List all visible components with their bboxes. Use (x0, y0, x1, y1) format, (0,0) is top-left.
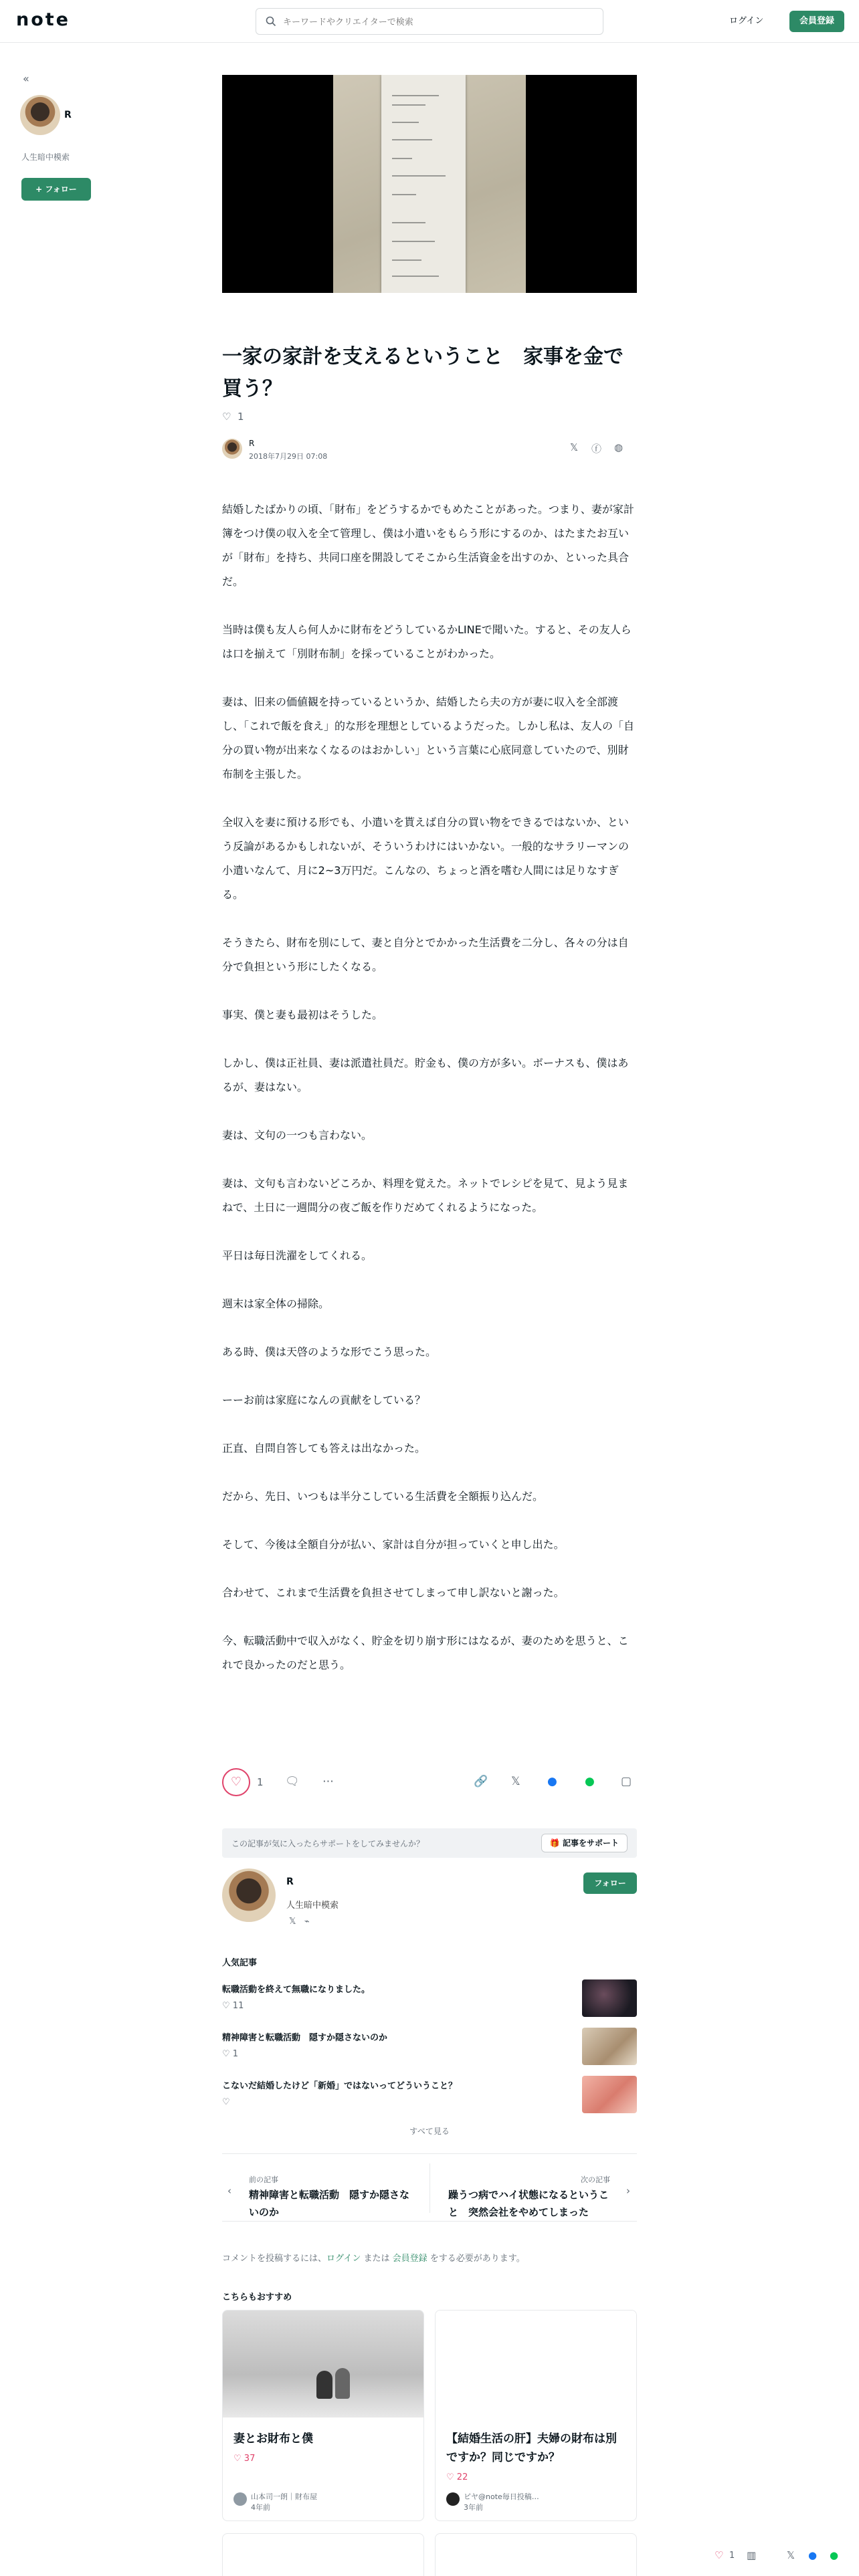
support-button[interactable]: 🎁 記事をサポート (541, 1834, 628, 1852)
paragraph: 事実、僕と妻も最初はそうした。 (222, 1008, 383, 1021)
rss-icon[interactable]: ⌁ (304, 1917, 310, 1927)
heart-icon: ♡ (222, 2097, 230, 2107)
search-icon (266, 16, 276, 27)
link-icon[interactable]: 🔗 (474, 1775, 488, 1788)
popular-thumbnail[interactable] (582, 2028, 637, 2065)
support-prompt (222, 1828, 637, 1858)
popular-item[interactable] (222, 2076, 637, 2117)
profile-links (289, 1917, 310, 1927)
next-article-link[interactable]: 躁うつ病でハイ状態になるということ 突然会社をやめてしまった (448, 2189, 609, 2218)
comment-login-link[interactable]: ログイン (326, 2254, 361, 2264)
like-button[interactable] (222, 1768, 250, 1796)
recommend-card[interactable] (222, 2310, 424, 2521)
paragraph: 合わせて、これまで生活費を負担させてしまって申し訳ないと謝った。 (222, 1586, 565, 1599)
x-share-icon[interactable]: 𝕏 (787, 2549, 795, 2561)
line-share-icon[interactable]: ● (830, 2549, 839, 2561)
login-link[interactable]: ログイン (729, 16, 764, 26)
receipt-photo (381, 75, 466, 293)
heart-icon: ♡ (233, 2454, 244, 2464)
line-share-icon[interactable]: ● (585, 1775, 595, 1788)
floating-action-bar (708, 2543, 859, 2569)
paragraph: しかし、僕は正社員、妻は派遣社員だ。貯金も、僕の方が多い。ボーナスも、僕はあるが、妻はない。 (222, 1057, 629, 1093)
card-image (223, 2311, 424, 2418)
card-author[interactable]: 山本司一朗｜財布屋 (251, 2492, 317, 2501)
prev-label: 前の記事 (249, 2175, 278, 2184)
chevron-right-icon[interactable]: › (626, 2185, 630, 2197)
paragraph: 全収入を妻に預ける形でも、小遣いを貰えば自分の買い物をできるではないか、という反論があるかもしれないが、そういうわけにはいかない。一般的なサラリーマンの小遣いなんて、月に2~3万円だ。こんなの、ちょっと酒を嗜む人間には足りなすぎる。 (222, 816, 630, 901)
x-share-icon[interactable]: 𝕏 (570, 441, 579, 453)
card-likes: ♡ 37 (233, 2454, 256, 2464)
article-action-bar (222, 1768, 637, 1798)
popular-item[interactable] (222, 2028, 637, 2069)
heart-icon[interactable]: ♡ (714, 2549, 724, 2561)
popular-title[interactable]: こないだ結婚したけど「新婚」ではないってどういうこと？ (222, 2081, 458, 2091)
search-box[interactable] (256, 8, 603, 35)
recommend-card[interactable] (435, 2533, 637, 2576)
more-icon[interactable]: ⋯ (322, 1775, 334, 1788)
heart-icon: ♡ (222, 2001, 233, 2011)
author-name[interactable]: R (249, 439, 255, 448)
paragraph: 妻は、文句の一つも言わない。 (222, 1129, 373, 1142)
sidebar-author-desc: 人生暗中模索 (21, 152, 70, 162)
popular-likes: ♡ 1 (222, 2049, 239, 2059)
see-all-link[interactable]: すべて見る (409, 2127, 450, 2136)
article-header-image (222, 75, 637, 293)
paragraph: 妻は、文句も言わないどころか、料理を覚えた。ネットでレシピを見て、見よう見まねで、土日に一週間分の夜ご飯を作りだめてくれるようになった。 (222, 1177, 629, 1214)
article-title: 一家の家計を支えるということ 家事を金で買う？ (222, 345, 624, 401)
support-icon: 🎁 (549, 1838, 563, 1848)
popular-thumbnail[interactable] (582, 2076, 637, 2113)
paragraph: 当時は僕も友人ら何人かに財布をどうしているかLINEで聞いた。すると、その友人らは口を揃えて「別財布制」を採っていることがわかった。 (222, 623, 632, 660)
paragraph: 週末は家全体の掃除。 (222, 1297, 330, 1310)
facebook-share-icon[interactable]: ⓕ (591, 443, 602, 455)
paragraph: 平日は毎日洗濯をしてくれる。 (222, 1249, 373, 1262)
comment-icon[interactable]: 🗨 (285, 1775, 300, 1788)
facebook-share-icon[interactable]: ● (547, 1775, 557, 1788)
article-body (222, 498, 637, 1677)
floating-like-count: 1 (729, 2551, 735, 2561)
note-logo[interactable]: note (16, 9, 70, 30)
profile-name[interactable]: R (286, 1876, 294, 1887)
card-likes: ♡ 22 (446, 2472, 468, 2482)
paragraph: 正直、自問自答しても答えは出なかった。 (222, 1442, 426, 1455)
paragraph: だから、先日、いつもは半分こしている生活費を全額振り込んだ。 (222, 1490, 544, 1503)
line-share-icon[interactable]: ◍ (614, 441, 624, 453)
collapse-sidebar-icon[interactable]: « (23, 72, 29, 85)
support-text: この記事が気に入ったらサポートをしてみませんか？ (231, 1839, 425, 1848)
popular-item[interactable] (222, 1979, 637, 2021)
paragraph: そうきたら、財布を別にして、妻と自分とでかかった生活費を二分し、各々の分は自分で負担という形にしたくなる。 (222, 936, 629, 973)
embed-icon[interactable]: ▢ (621, 1775, 632, 1788)
heart-icon: ♡ (446, 2472, 457, 2482)
heart-icon: ♡ (230, 1775, 242, 1789)
recommend-card[interactable] (435, 2310, 637, 2521)
popular-likes: ♡ 11 (222, 2001, 244, 2011)
card-author-avatar[interactable] (233, 2492, 247, 2506)
site-header (0, 0, 859, 43)
profile-desc: 人生暗中模索 (286, 1901, 339, 1911)
popular-heading: 人気記事 (222, 1958, 258, 1968)
facebook-share-icon[interactable]: ● (808, 2549, 818, 2561)
recommend-heading: こちらもおすすめ (222, 2292, 292, 2302)
card-author-avatar[interactable] (446, 2492, 460, 2506)
x-icon[interactable]: 𝕏 (289, 1917, 296, 1927)
like-count-top[interactable]: ♡ 1 (222, 411, 244, 423)
author-avatar[interactable] (20, 95, 60, 135)
sidebar-follow-button[interactable]: + フォロー (21, 178, 91, 201)
prev-article-link[interactable]: 精神障害と転職活動 隠すか隠さないのか (249, 2189, 410, 2218)
next-label: 次の記事 (581, 2175, 610, 2184)
recommend-card[interactable] (222, 2533, 424, 2576)
card-image (436, 2311, 637, 2418)
popular-likes (222, 2097, 230, 2107)
paragraph: 妻は、旧来の価値観を持っているというか、結婚したら夫の方が妻に収入を全部渡し、「これで飯を食え」的な形を理想としているようだった。しかし私は、友人の「自分の買い物が出来なくなるのはおかしい」という言葉に心底同意していたので、別財布制を主張した。 (222, 695, 635, 780)
card-date: 3年前 (464, 2503, 483, 2512)
card-date: 4年前 (251, 2503, 270, 2512)
sidebar-author-name[interactable]: R (64, 110, 72, 120)
popular-thumbnail[interactable] (582, 1979, 637, 2017)
popular-title[interactable]: 精神障害と転職活動 隠すか隠さないのか (222, 2033, 388, 2043)
chevron-left-icon[interactable]: ‹ (227, 2185, 231, 2197)
card-title[interactable]: 妻とお財布と僕 (233, 2432, 313, 2446)
paragraph: ーーお前は家庭になんの貢献をしている？ (222, 1394, 426, 1406)
x-share-icon[interactable]: 𝕏 (511, 1775, 520, 1788)
profile-follow-button[interactable]: フォロー (583, 1872, 637, 1894)
like-count: 1 (257, 1776, 264, 1788)
heart-icon: ♡ (222, 2049, 233, 2059)
profile-avatar[interactable] (222, 1868, 276, 1922)
publish-date: 2018年7月29日 07:08 (249, 452, 328, 461)
card-title[interactable]: 【結婚生活の肝】夫婦の財布は別ですか？同じですか？ (446, 2432, 617, 2464)
author-avatar-small[interactable] (222, 439, 242, 459)
paragraph: ある時、僕は天啓のような形でこう思った。 (222, 1346, 437, 1358)
magazine-icon[interactable]: ▥ (747, 2549, 757, 2561)
signup-button[interactable]: 会員登録 (789, 11, 844, 32)
card-author[interactable]: ピヤ@note毎日投稿… (464, 2492, 539, 2501)
search-input[interactable] (283, 14, 591, 30)
popular-title[interactable]: 転職活動を終えて無職になりました。 (222, 1985, 371, 1995)
article-nav (222, 2153, 637, 2222)
paragraph: 結婚したばかりの頃、「財布」をどうするかでもめたことがあった。つまり、妻が家計簿をつけ僕の収入を全て管理し、僕は小遣いをもらう形にするのか、はたまたお互いが「財布」を持ち、共同口座を開設してそこから生活資金を出すのか、といった具合だ。 (222, 503, 634, 588)
paragraph: 今、転職活動中で収入がなく、貯金を切り崩す形にはなるが、妻のためを思うと、これで良かったのだと思う。 (222, 1634, 629, 1671)
paragraph: そして、今後は全額自分が払い、家計は自分が担っていくと申し出た。 (222, 1538, 565, 1551)
comment-prompt: コメントを投稿するには、ログイン または 会員登録 をする必要があります。 (222, 2254, 525, 2264)
comment-signup-link[interactable]: 会員登録 (392, 2254, 427, 2264)
heart-icon: ♡ (222, 411, 231, 423)
